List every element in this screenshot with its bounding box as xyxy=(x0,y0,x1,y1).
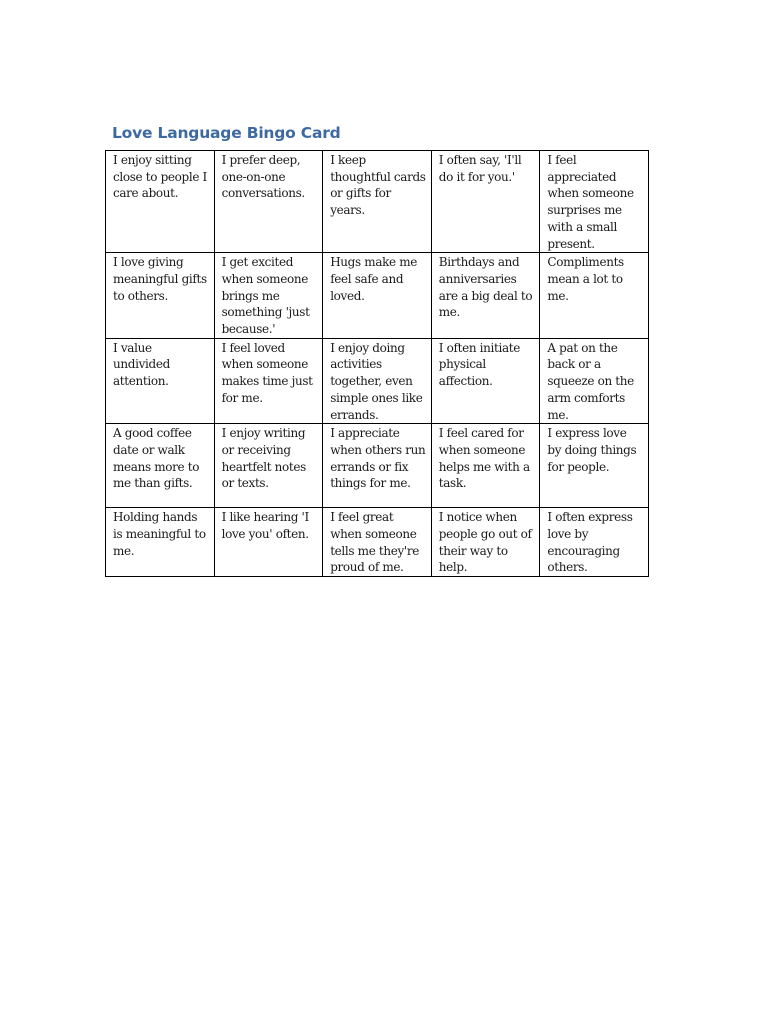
bingo-cell: I enjoy sitting close to people I care about. xyxy=(106,151,215,253)
bingo-cell: I feel great when someone tells me they're proud of me. xyxy=(323,508,432,577)
bingo-cell: I appreciate when others run errands or fix things for me. xyxy=(323,424,432,508)
bingo-cell: I notice when people go out of their way to help. xyxy=(431,508,540,577)
bingo-cell: Compliments mean a lot to me. xyxy=(540,253,649,339)
bingo-cell: Birthdays and anniversaries are a big deal to me. xyxy=(431,253,540,339)
bingo-cell: I keep thoughtful cards or gifts for years. xyxy=(323,151,432,253)
bingo-row xyxy=(106,253,649,339)
bingo-cell: I often say, 'I'll do it for you.' xyxy=(431,151,540,253)
bingo-cell: A pat on the back or a squeeze on the arm comforts me. xyxy=(540,338,649,424)
bingo-cell: I get excited when someone brings me something 'just because.' xyxy=(214,253,323,339)
bingo-cell: I often initiate physical affection. xyxy=(431,338,540,424)
bingo-cell: I feel cared for when someone helps me with a task. xyxy=(431,424,540,508)
bingo-card-table xyxy=(105,150,649,577)
bingo-cell: I enjoy doing activities together, even simple ones like errands. xyxy=(323,338,432,424)
bingo-row xyxy=(106,338,649,424)
bingo-cell: I like hearing 'I love you' often. xyxy=(214,508,323,577)
bingo-row xyxy=(106,508,649,577)
bingo-cell: I enjoy writing or receiving heartfelt notes or texts. xyxy=(214,424,323,508)
bingo-cell: A good coffee date or walk means more to me than gifts. xyxy=(106,424,215,508)
bingo-cell: Hugs make me feel safe and loved. xyxy=(323,253,432,339)
document-title: Love Language Bingo Card xyxy=(112,124,341,142)
bingo-row xyxy=(106,151,649,253)
bingo-cell: I feel appreciated when someone surprises me with a small present. xyxy=(540,151,649,253)
bingo-row xyxy=(106,424,649,508)
bingo-cell: I love giving meaningful gifts to others. xyxy=(106,253,215,339)
bingo-cell: I value undivided attention. xyxy=(106,338,215,424)
bingo-cell: I often express love by encouraging others. xyxy=(540,508,649,577)
bingo-cell: Holding hands is meaningful to me. xyxy=(106,508,215,577)
bingo-cell: I express love by doing things for people. xyxy=(540,424,649,508)
bingo-cell: I prefer deep, one-on-one conversations. xyxy=(214,151,323,253)
bingo-cell: I feel loved when someone makes time just for me. xyxy=(214,338,323,424)
